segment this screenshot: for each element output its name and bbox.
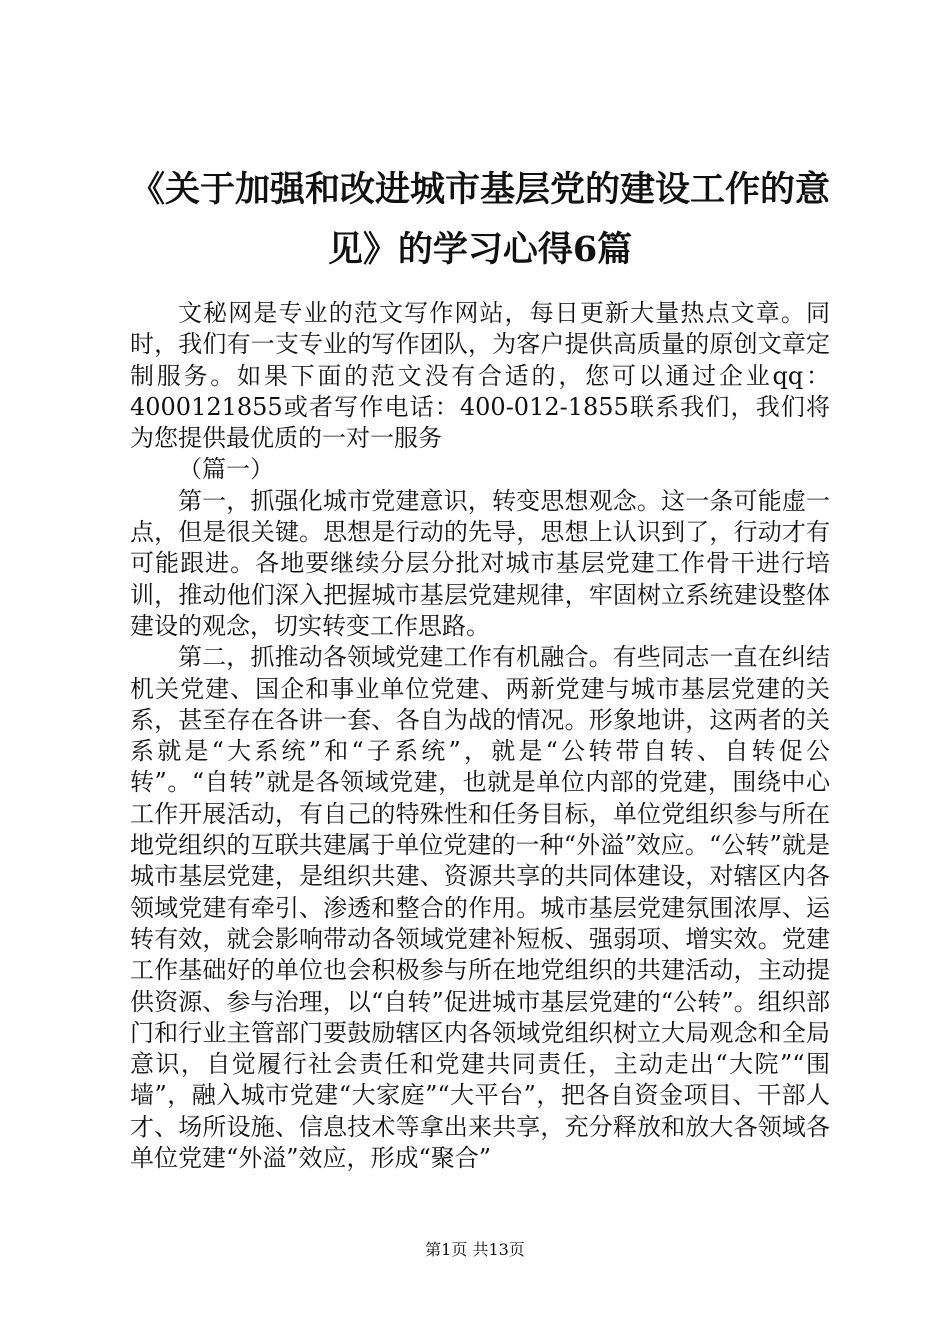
paragraph-second-point: 第二，抓推动各领域党建工作有机融合。有些同志一直在纠结机关党建、国企和事业单位党建、两新党建与城市基层党建的关系，甚至存在各讲一套、各自为战的情况。形象地讲，这两者的关系就是“大系统”和“子系统”，就是“公转带自转、自转促公转”。“自转”就是各领域党建，也就是单位内部的党建，围绕中心工作开展活动，有自己的特殊性和任务目标，单位党组织参与所在地党组织的互联共建属于单位党建的一种“外溢”效应。“公转”就是城市基层党建，是组织共建、资源共享的共同体建设，对辖区内各领域党建有牵引、渗透和整合的作用。城市基层党建氛围浓厚、运转有效，就会影响带动各领域党建补短板、强弱项、增实效。党建工作基础好的单位也会积极参与所在地党组织的共建活动，主动提供资源、参与治理，以“自转”促进城市基层党建的“公转”。组织部门和行业主管部门要鼓励辖区内各领域党组织树立大局观念和全局意识，自觉履行社会责任和党建共同责任，主动走出“大院”“围墙”，融入城市党建“大家庭”“大平台”，把各自资金项目、干部人才、场所设施、信息技术等拿出来共享，充分释放和放大各领域各单位党建“外溢”效应，形成“聚合” bbox=[130, 643, 830, 1173]
page-footer: 第1页 共13页 bbox=[425, 1240, 525, 1259]
section-heading: （篇一） bbox=[178, 455, 274, 484]
document-body bbox=[130, 298, 830, 1174]
document-title: 《关于加强和改进城市基层党的建设工作的意见》的学习心得6篇 bbox=[129, 169, 830, 270]
paragraph-first-point: 第一，抓强化城市党建意识，转变思想观念。这一条可能虚一点，但是很关键。思想是行动的先导，思想上认识到了，行动才有可能跟进。各地要继续分层分批对城市基层党建工作骨干进行培训，推动他们深入把握城市基层党建规律，牢固树立系统建设整体建设的观念，切实转变工作思路。 bbox=[130, 486, 830, 640]
intro-paragraph: 文秘网是专业的范文写作网站，每日更新大量热点文章。同时，我们有一支专业的写作团队，为客户提供高质量的原创文章定制服务。如果下面的范文没有合适的，您可以通过企业qq：4000121855或者写作电话：400-012-1855联系我们，我们将为您提供最优质的一对一服务 bbox=[130, 299, 830, 453]
